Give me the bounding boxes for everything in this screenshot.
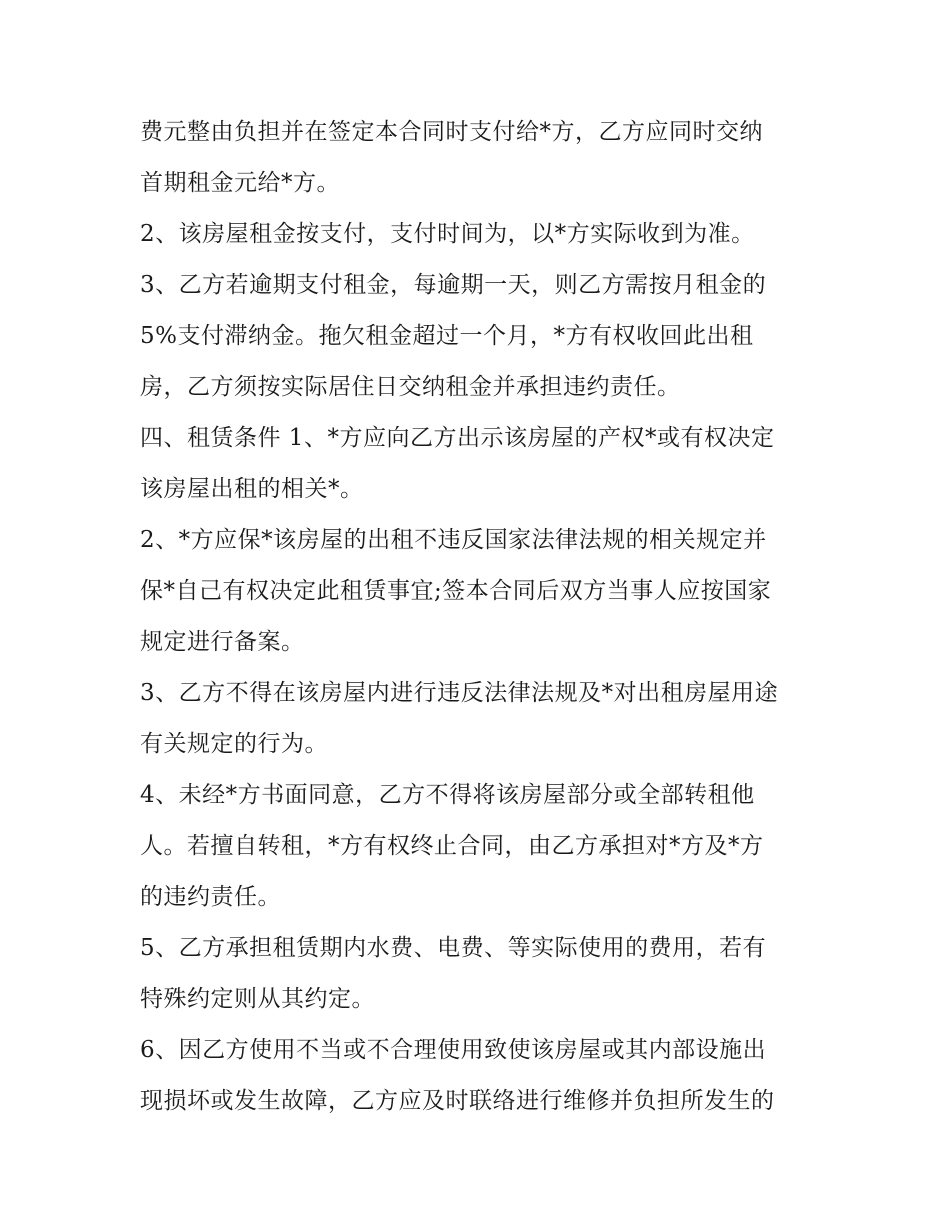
text-line: 特殊约定则从其约定。 xyxy=(140,986,375,1012)
text-line: 四、租赁条件 1、*方应向乙方出示该房屋的产权*或有权决定 xyxy=(140,425,775,451)
text-line: 的违约责任。 xyxy=(140,884,281,910)
text-line: 3、乙方不得在该房屋内进行违反法律法规及*对出租房屋用途 xyxy=(140,680,779,706)
text-line: 规定进行备案。 xyxy=(140,629,305,655)
text-line: 3、乙方若逾期支付租金，每逾期一天，则乙方需按月租金的 xyxy=(140,272,767,298)
text-line: 该房屋出租的相关*。 xyxy=(140,476,364,502)
contract-body-text xyxy=(140,107,840,1127)
text-line: 人。若擅自转租，*方有权终止合同，由乙方承担对*方及*方 xyxy=(140,833,764,859)
text-line: 有关规定的行为。 xyxy=(140,731,328,757)
text-line: 2、该房屋租金按支付，支付时间为，以*方实际收到为准。 xyxy=(140,221,755,247)
text-line: 首期租金元给*方。 xyxy=(140,170,340,196)
text-line: 4、未经*方书面同意，乙方不得将该房屋部分或全部转租他 xyxy=(140,782,755,808)
text-line: 现损坏或发生故障，乙方应及时联络进行维修并负担所发生的 xyxy=(140,1088,775,1114)
text-line: 房，乙方须按实际居住日交纳租金并承担违约责任。 xyxy=(140,374,681,400)
text-line: 6、因乙方使用不当或不合理使用致使该房屋或其内部设施出 xyxy=(140,1037,767,1063)
text-line: 保*自己有权决定此租赁事宜;签本合同后双方当事人应按国家 xyxy=(140,578,772,604)
text-line: 2、*方应保*该房屋的出租不违反国家法律法规的相关规定并 xyxy=(140,527,767,553)
text-line: 5%支付滞纳金。拖欠租金超过一个月，*方有权收回此出租 xyxy=(140,323,754,349)
text-line: 费元整由负担并在签定本合同时支付给*方，乙方应同时交纳 xyxy=(140,119,763,145)
text-line: 5、乙方承担租赁期内水费、电费、等实际使用的费用，若有 xyxy=(140,935,767,961)
